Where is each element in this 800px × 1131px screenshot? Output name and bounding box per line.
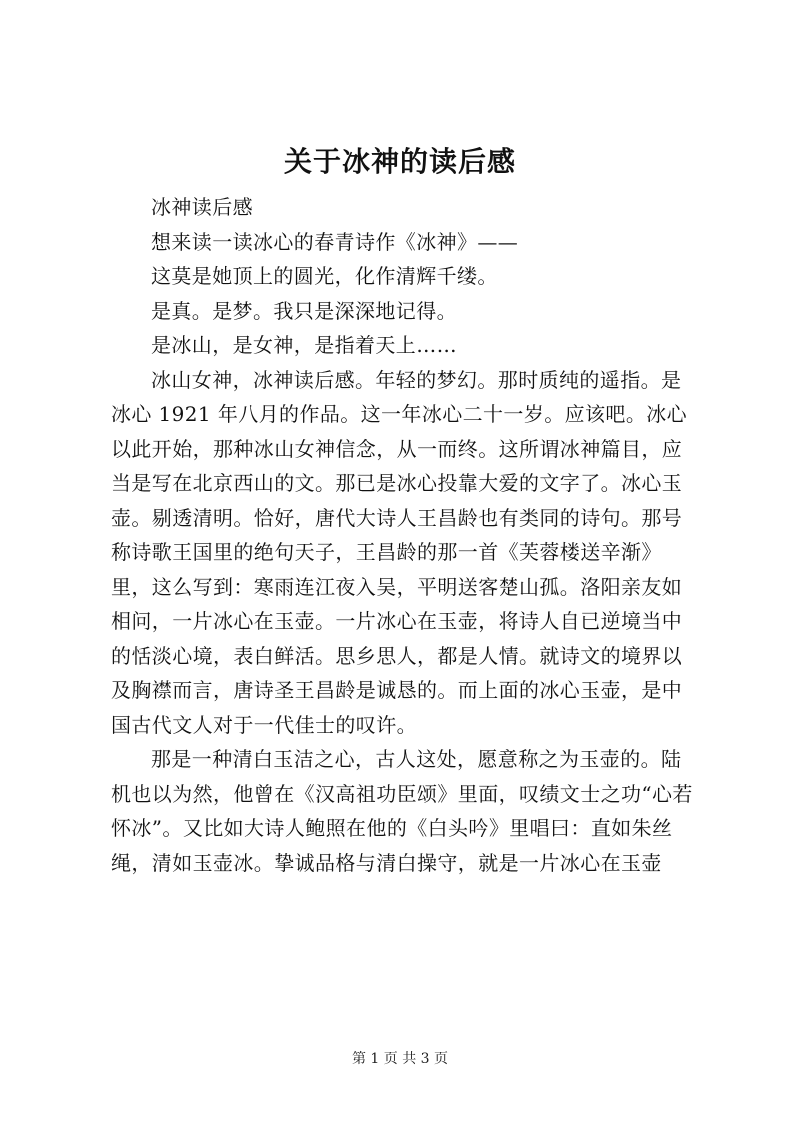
paragraph: 想来读一读冰心的春青诗作《冰神》—— [151,229,519,254]
paragraph: 是真。是梦。我只是深深地记得。 [151,298,457,323]
document-body [111,190,697,880]
paragraph: 冰神读后感 [151,195,253,219]
paragraph: 那是一种清白玉洁之心，古人这处，愿意称之为玉壶的。陆机也以为然，他曾在《汉高祖功臣颂》里面，叹绩文士之功“心若怀冰”。又比如大诗人鲍照在他的《白头吟》里唱曰：直如朱丝绳，清如玉壶冰。挚诚品格与清白操守，就是一片冰心在玉壶 [111,747,693,875]
paragraph: 是冰山，是女神，是指着天上…… [151,333,457,357]
paragraph: 冰山女神，冰神读后感。年轻的梦幻。那时质纯的遥指。是冰心 1921 年八月的作品。这一年冰心二十一岁。应该吧。冰心以此开始，那种冰山女神信念，从一而终。这所谓冰神篇目，应当是写在北京西山的文。那已是冰心投靠大爱的文字了。冰心玉壶。剔透清明。恰好，唐代大诗人王昌龄也有类同的诗句。那号称诗歌王国里的绝句天子，王昌龄的那一首《芙蓉楼送辛渐》里，这么写到：寒雨连江夜入吴，平明送客楚山孤。洛阳亲友如相问，一片冰心在玉壶。一片冰心在玉壶，将诗人自已逆境当中的恬淡心境，表白鲜活。思乡思人，都是人情。就诗文的境界以及胸襟而言，唐诗圣王昌龄是诚恳的。而上面的冰心玉壶，是中国古代文人对于一代佳士的叹许。 [111,367,688,737]
page-footer: 第 1 页 共 3 页 [351,1051,449,1067]
page-title: 关于冰神的读后感 [283,145,516,178]
paragraph: 这莫是她顶上的圆光，化作清辉千缕。 [151,264,498,288]
